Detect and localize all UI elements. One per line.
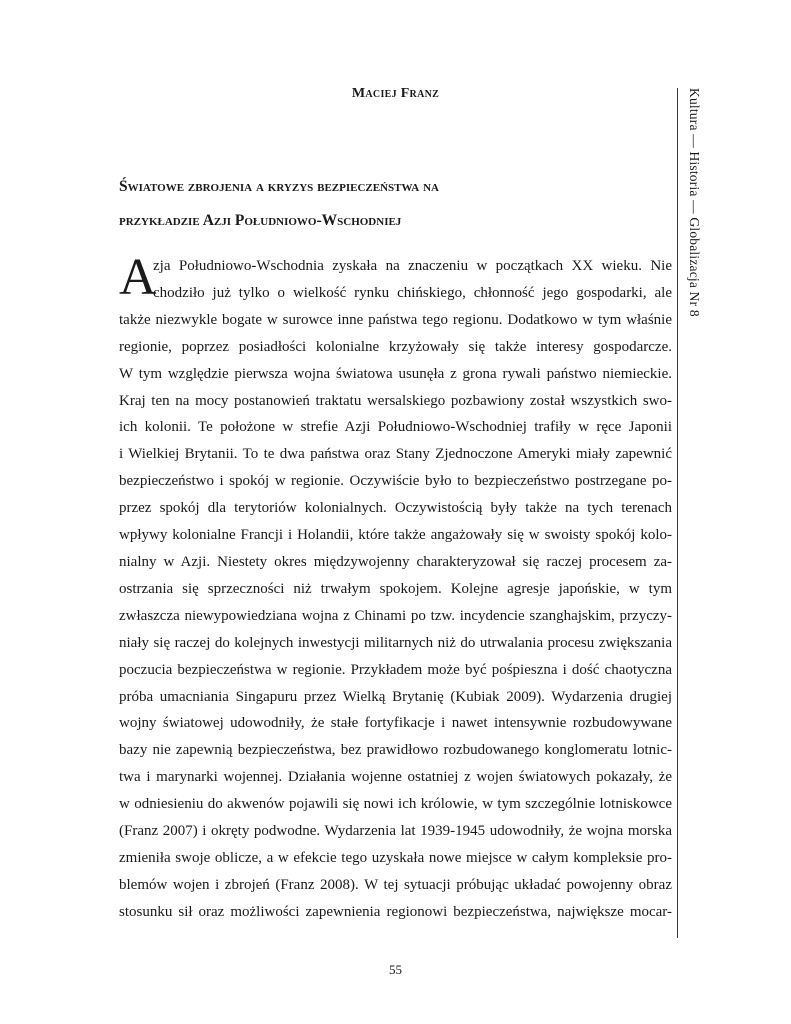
body-line: zja Południowo-Wschodnia zyskała na znaczeniu w początkach XX wieku. Nie xyxy=(153,258,672,274)
title-line: przykładzie Azji Południowo-Wschodniej xyxy=(119,212,402,229)
page-number: 55 xyxy=(389,962,402,977)
body-line: próba umacniania Singapuru przez Wielką Brytanię (Kubiak 2009). Wydarzenia drugiej xyxy=(119,688,672,705)
body-line: blemów wojen i zbrojeń (Franz 2008). W tej sytuacji próbując układać powojenny obraz xyxy=(119,876,672,893)
body-line: twa i marynarki wojennej. Działania wojenne ostatniej z wojen światowych pokazały, że xyxy=(119,769,672,786)
body-line: także niezwykle bogate w surowce inne państwa tego regionu. Dodatkowo w tym właśnie xyxy=(119,311,672,328)
body-line: stosunku sił oraz możliwości zapewnienia regionowi bezpieczeństwa, największe mocar- xyxy=(119,903,672,920)
running-header-vertical: Kultura — Historia — Globalizacja Nr 8 xyxy=(687,88,702,317)
body-line: wpływy kolonialne Francji i Holandii, które także angażowały się w swoisty spokój kolo- xyxy=(119,527,672,544)
body-line: zmieniła swoje oblicze, a w efekcie tego uzyskała nowe miejsce w całym kompleksie pro- xyxy=(119,849,672,866)
body-line: i Wielkiej Brytanii. To te dwa państwa oraz Stany Zjednoczone Ameryki miały zapewnić xyxy=(119,446,672,463)
body-line: ostrzania się sprzeczności niż trwałym spokojem. Kolejne agresje japońskie, w tym xyxy=(119,580,672,597)
body-line: W tym względzie pierwsza wojna światowa usunęła z grona rywali państwo niemieckie. xyxy=(119,365,672,382)
body-line: (Franz 2007) i okręty podwodne. Wydarzenia lat 1939-1945 udowodniły, że wojna morska xyxy=(119,823,672,840)
body-line: bazy nie zapewnią bezpieczeństwa, bez prawidłowo rozbudowanego konglomeratu lotnic- xyxy=(119,742,672,759)
body-line: Kraj ten na mocy postanowień traktatu wersalskiego pozbawiony został wszystkich swo- xyxy=(119,392,672,409)
article-title xyxy=(119,170,659,238)
title-line: Światowe zbrojenia a kryzys bezpieczeństwa na xyxy=(119,178,439,195)
body-line: wojny światowej udowodniły, że stałe fortyfikacje i nawet intensywnie rozbudowywane xyxy=(119,715,672,732)
body-line: niały się raczej do kolejnych inwestycji militarnych niż do utrwalania procesu zwiększania xyxy=(119,634,672,651)
body-line: bezpieczeństwo i spokój w regionie. Oczywiście było to bezpieczeństwo postrzegane po- xyxy=(119,473,672,490)
author-name: Maciej Franz xyxy=(351,86,440,101)
body-line: chodziło już tylko o wielkość rynku chińskiego, chłonność jego gospodarki, ale xyxy=(153,284,672,301)
body-line: nialny w Azji. Niestety okres międzywojenny charakteryzował się raczej procesem za- xyxy=(119,553,672,570)
article-body xyxy=(119,249,672,926)
body-line: w odniesieniu do akwenów pojawili się nowi ich królowie, w tym szczególnie lotniskowce xyxy=(119,796,672,813)
body-line: przez spokój dla terytoriów kolonialnych. Oczywistością były także na tych terenach xyxy=(119,500,672,517)
drop-cap: A xyxy=(119,249,157,306)
body-line: poczucia bezpieczeństwa w regionie. Przykładem może być pośpieszna i dość chaotyczna xyxy=(119,661,672,678)
body-line: ich kolonii. Te położone w strefie Azji Południowo-Wschodniej trafiły w ręce Japonii xyxy=(119,419,672,436)
body-line: zwłaszcza niewypowiedziana wojna z Chinami po tzw. incydencie szanghajskim, przyczy- xyxy=(119,607,672,624)
margin-rule xyxy=(677,88,678,938)
body-line: regionie, poprzez posiadłości kolonialne krzyżowały się także interesy gospodarcze. xyxy=(119,338,672,355)
